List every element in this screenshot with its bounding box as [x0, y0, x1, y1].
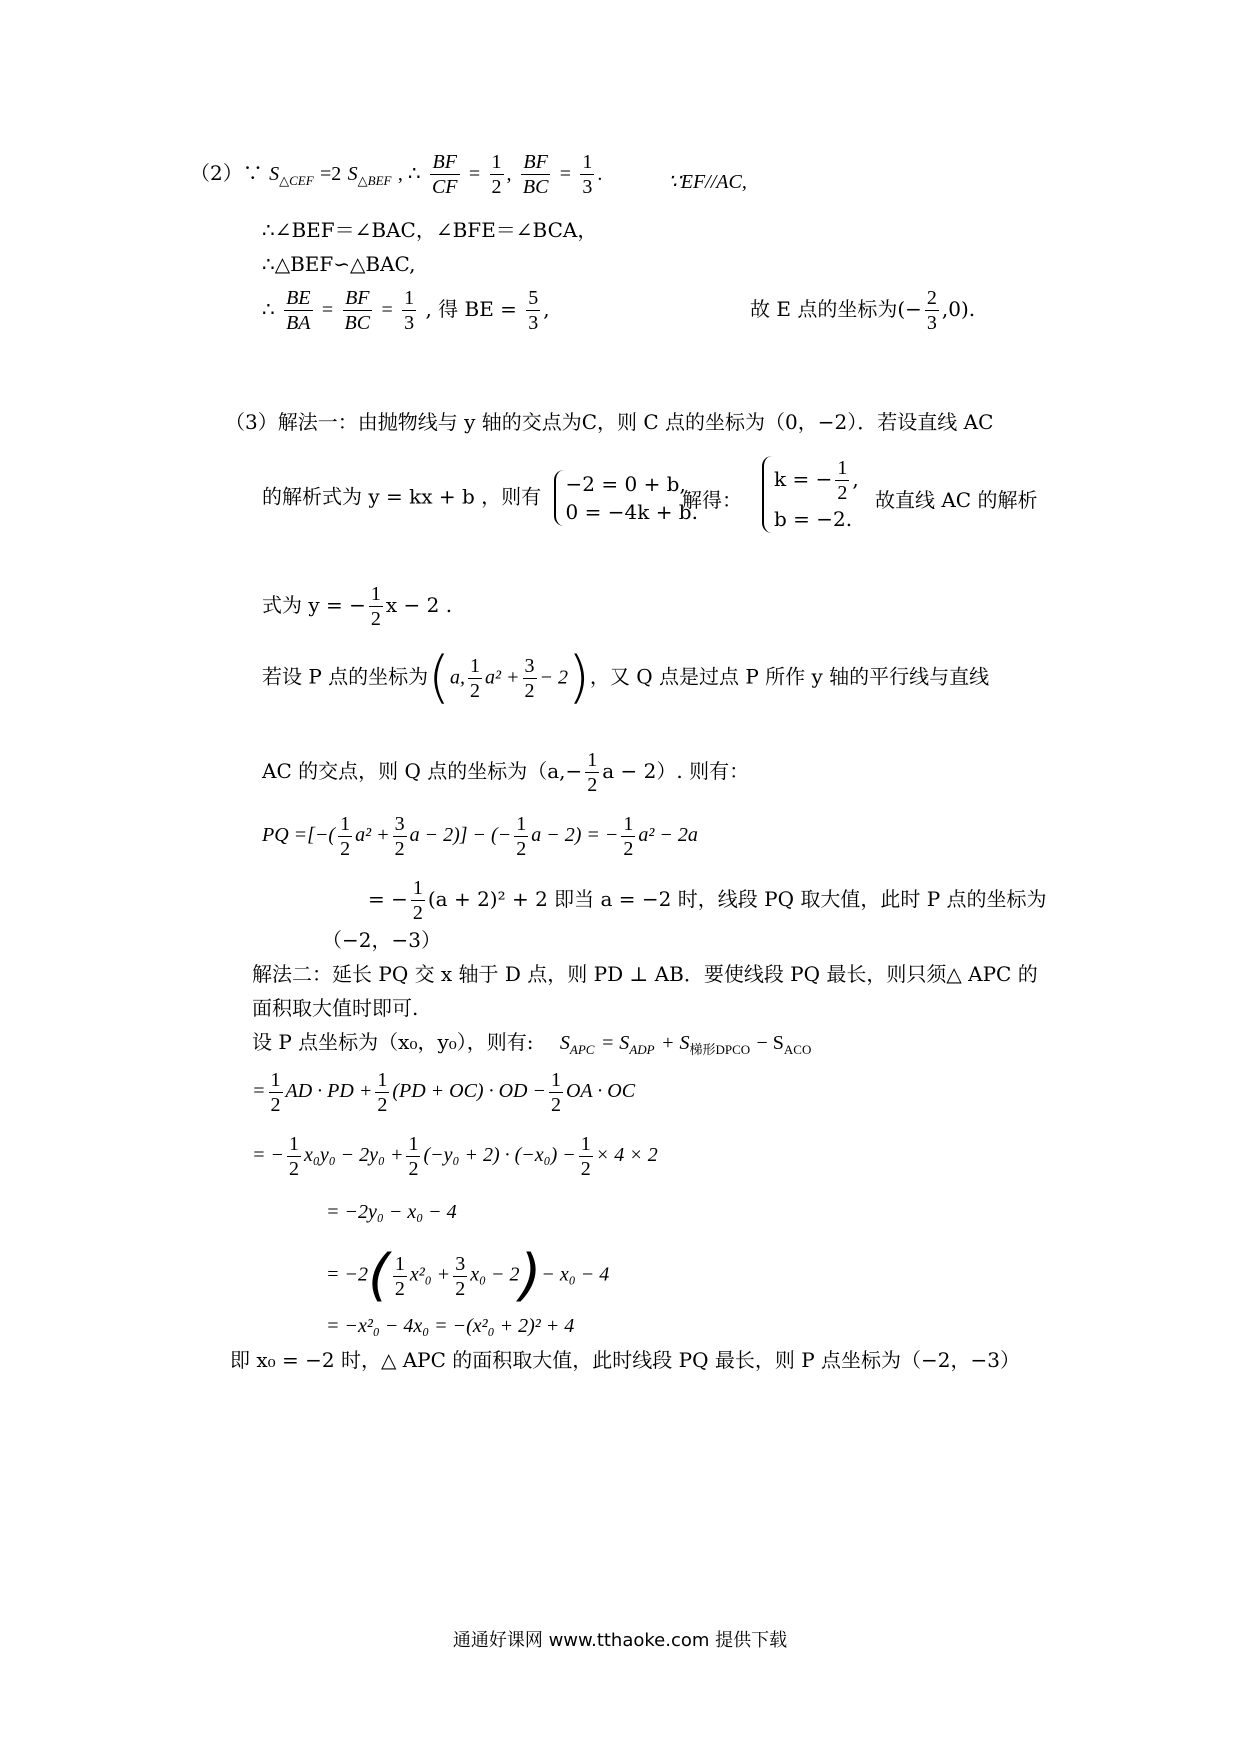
- area-subscript: ACO: [783, 1042, 812, 1057]
- denominator: 2: [377, 1094, 388, 1116]
- text: x₀y₀ − 2y₀ +: [304, 1144, 404, 1167]
- numerator: 1: [270, 1069, 281, 1091]
- text: ,: [852, 467, 859, 491]
- equation-system: [762, 456, 865, 533]
- fraction: [835, 456, 849, 505]
- fraction: [284, 286, 312, 335]
- fraction: [406, 1132, 420, 1181]
- numerator: 1: [370, 583, 381, 605]
- denominator: 2: [470, 679, 481, 702]
- part3-intro: （3）解法一：由抛物线与 y 轴的交点为C，则 C 点的坐标为（0，−2）．若设直线 AC: [225, 410, 994, 434]
- text: a − 2)] − (−: [409, 824, 512, 847]
- part2-label: （2）∵: [190, 161, 263, 185]
- numerator: 3: [394, 813, 405, 835]
- text: ,0).: [941, 297, 976, 321]
- fraction: [375, 1068, 389, 1117]
- part3-line5: [262, 748, 749, 797]
- pq-expression: [262, 812, 698, 861]
- text: = −: [252, 1144, 284, 1167]
- numerator: BF: [521, 150, 551, 175]
- numerator: 1: [289, 1133, 299, 1155]
- solution-system: [756, 456, 871, 533]
- fraction: [468, 654, 482, 703]
- area-expression-3: = −2y₀ − x₀ − 4: [326, 1201, 457, 1223]
- denominator: 2: [412, 902, 423, 924]
- area-subscript: APC: [569, 1042, 595, 1057]
- text: 的解析式为 y = kx + b ，则有: [262, 484, 542, 509]
- text: = −2: [326, 1263, 368, 1286]
- part2-parallel-note: ∵EF//AC,: [668, 171, 747, 193]
- fraction: [579, 1132, 593, 1181]
- area-subscript: 梯形DPCO: [689, 1042, 751, 1057]
- denominator: 3: [926, 312, 937, 334]
- method1-answer: （−2，−3）: [322, 928, 441, 952]
- part2-point-e-coordinates: [750, 286, 975, 335]
- fraction: [523, 654, 537, 703]
- text: = S: [600, 1032, 630, 1054]
- text: x − 2 .: [385, 593, 453, 617]
- text: 式为 y = −: [262, 593, 366, 617]
- footer-credit: 通通好课网 www.tthaoke.com 提供下载: [452, 1630, 788, 1651]
- text: k = −: [774, 467, 833, 491]
- part3-solve-label: 解得：: [682, 488, 742, 512]
- fraction: [393, 812, 407, 861]
- text: a² − 2a: [638, 824, 698, 847]
- numerator: BF: [343, 286, 373, 311]
- numerator: 1: [837, 457, 848, 479]
- system-row: 0 = −4k + b.: [565, 500, 698, 524]
- text: − 2: [539, 666, 569, 689]
- denominator: 2: [491, 176, 502, 198]
- numerator: 1: [412, 877, 423, 899]
- part3-line3: [262, 582, 452, 631]
- paren: (: [368, 1243, 390, 1308]
- fraction: [343, 286, 373, 335]
- fraction: [338, 812, 352, 861]
- area-expression-2: [252, 1132, 658, 1181]
- fraction: [393, 1252, 407, 1301]
- numerator: 1: [587, 749, 598, 771]
- text: x₀ − 2: [470, 1263, 520, 1286]
- text: × 4 × 2: [595, 1144, 658, 1167]
- fraction: [526, 286, 540, 335]
- method2-line1: 解法二：延长 PQ 交 x 轴于 D 点，则 PD ⊥ AB．要使线段 PQ 最长，则只须△ APC 的: [252, 962, 1038, 986]
- numerator: 1: [470, 654, 481, 677]
- part3-line2-end: 故直线 AC 的解析: [875, 488, 1038, 512]
- denominator: 3: [528, 312, 539, 334]
- fraction: [514, 812, 528, 861]
- fraction: [453, 1252, 467, 1301]
- fraction: [269, 1068, 283, 1117]
- numerator: 1: [340, 813, 351, 835]
- text: − S: [756, 1032, 784, 1054]
- area-symbol: S: [269, 163, 280, 185]
- denominator: 2: [394, 1277, 405, 1300]
- text: a² +: [485, 666, 520, 689]
- part3-line2: [262, 470, 710, 526]
- text: ,: [543, 297, 550, 321]
- area-expression-1: [252, 1068, 635, 1117]
- text: ,: [506, 163, 512, 185]
- fraction: [521, 150, 551, 199]
- numerator: 1: [377, 1069, 388, 1091]
- denominator: 2: [623, 838, 634, 860]
- system-row: −2 = 0 + b,: [565, 472, 686, 496]
- area-symbol: S: [559, 1032, 570, 1054]
- numerator: 1: [550, 1069, 561, 1091]
- text: − x₀ − 4: [541, 1263, 610, 1286]
- text: =: [381, 299, 393, 321]
- denominator: 2: [289, 1158, 299, 1180]
- denominator: 2: [340, 838, 351, 860]
- denominator: BC: [522, 176, 549, 198]
- text: ，又 Q 点是过点 P 所作 y 轴的平行线与直线: [589, 664, 990, 689]
- paren: (: [428, 645, 451, 710]
- fraction: [621, 812, 635, 861]
- fraction: [287, 1132, 301, 1181]
- text: =: [559, 163, 572, 185]
- paren: ): [568, 645, 590, 710]
- method2-line3: [252, 1028, 811, 1064]
- numerator: 1: [491, 151, 502, 173]
- text: =2: [320, 163, 342, 185]
- denominator: 2: [516, 838, 527, 860]
- numerator: 1: [408, 1133, 419, 1155]
- text: 若设 P 点的坐标为: [262, 664, 429, 689]
- text: (PD + OC) · OD −: [392, 1080, 546, 1103]
- area-subscript: △BEF: [357, 173, 392, 188]
- method2-conclusion: 即 x₀ = −2 时，△ APC 的面积取大值，此时线段 PQ 最长，则 P 点坐标为（−2，−3）: [230, 1348, 1020, 1372]
- denominator: 2: [408, 1158, 419, 1180]
- numerator: 1: [580, 1133, 591, 1155]
- part2-line2: ∴∠BEF＝∠BAC，∠BFE＝∠BCA，: [262, 218, 598, 242]
- area-expression-5: = −x²₀ − 4x₀ = −(x²₀ + 2)² + 4: [326, 1315, 575, 1337]
- numerator: 5: [528, 287, 539, 309]
- denominator: 2: [550, 1094, 561, 1116]
- denominator: 3: [582, 176, 593, 198]
- fraction: [580, 150, 594, 199]
- area-expression-4: [326, 1243, 610, 1308]
- part3-line4: [262, 645, 990, 710]
- text: a − 2) = −: [531, 824, 619, 847]
- text: PQ =[−(: [262, 824, 336, 847]
- text: = −: [368, 887, 408, 911]
- text: =: [252, 1080, 266, 1103]
- numerator: 3: [524, 654, 535, 677]
- area-symbol: S: [347, 163, 358, 185]
- denominator: 3: [404, 312, 415, 334]
- denominator: 2: [524, 679, 535, 702]
- denominator: 2: [455, 1277, 466, 1300]
- part2-line4: [262, 286, 550, 335]
- fraction: [411, 876, 425, 925]
- text: , ∴: [397, 163, 421, 185]
- area-subscript: △CEF: [279, 173, 314, 188]
- fraction: [369, 582, 383, 631]
- text: AC 的交点，则 Q 点的坐标为（a,−: [262, 759, 583, 783]
- denominator: 2: [580, 1158, 591, 1180]
- fraction: [549, 1068, 563, 1117]
- text: x²₀ +: [409, 1263, 451, 1286]
- text: AD · PD +: [285, 1080, 373, 1103]
- text: .: [597, 163, 603, 185]
- text: ∴: [262, 297, 275, 321]
- numerator: 1: [516, 813, 527, 835]
- text: (a + 2)² + 2 即当 a = −2 时，线段 PQ 取大值，此时 P 点的坐标为: [427, 887, 1047, 911]
- text: 设 P 点坐标为（x₀，y₀），则有:: [252, 1030, 534, 1054]
- denominator: 2: [370, 608, 381, 630]
- part2-line1: [190, 150, 602, 199]
- text: , 得 BE =: [425, 297, 517, 321]
- fraction: [430, 150, 460, 199]
- denominator: 2: [394, 838, 405, 860]
- fraction: [925, 286, 939, 335]
- numerator: 1: [404, 287, 415, 309]
- fraction: [402, 286, 416, 335]
- paren: ): [519, 1243, 542, 1308]
- part2-line3: ∴△BEF∽△BAC,: [262, 252, 416, 276]
- numerator: BF: [430, 150, 460, 175]
- text: OA · OC: [565, 1080, 636, 1103]
- fraction: [490, 150, 504, 199]
- method2-line2: 面积取大值时即可.: [252, 996, 419, 1020]
- text: 故 E 点的坐标为(−: [750, 297, 922, 321]
- denominator: 2: [270, 1094, 281, 1116]
- text: (−y₀ + 2) · (−x₀) −: [423, 1144, 576, 1167]
- numerator: 3: [455, 1252, 466, 1275]
- system-row: b = −2.: [774, 507, 853, 531]
- text: a,: [450, 666, 466, 689]
- denominator: 2: [587, 774, 598, 796]
- numerator: BE: [286, 287, 311, 309]
- fraction: [585, 748, 599, 797]
- numerator: 1: [623, 813, 634, 835]
- denominator: BC: [344, 312, 371, 334]
- denominator: 2: [837, 482, 848, 504]
- pq-vertex-form: [368, 876, 1047, 925]
- area-subscript: ADP: [629, 1042, 655, 1057]
- numerator: 2: [926, 287, 937, 309]
- text: =: [468, 163, 481, 185]
- denominator: BA: [286, 312, 311, 334]
- numerator: 1: [582, 151, 593, 173]
- text: a − 2）. 则有：: [602, 759, 750, 783]
- denominator: CF: [431, 176, 458, 198]
- system-row: [774, 456, 859, 505]
- text: a² +: [355, 824, 390, 847]
- text: + S: [660, 1032, 690, 1054]
- text: =: [321, 299, 334, 321]
- numerator: 1: [394, 1252, 405, 1275]
